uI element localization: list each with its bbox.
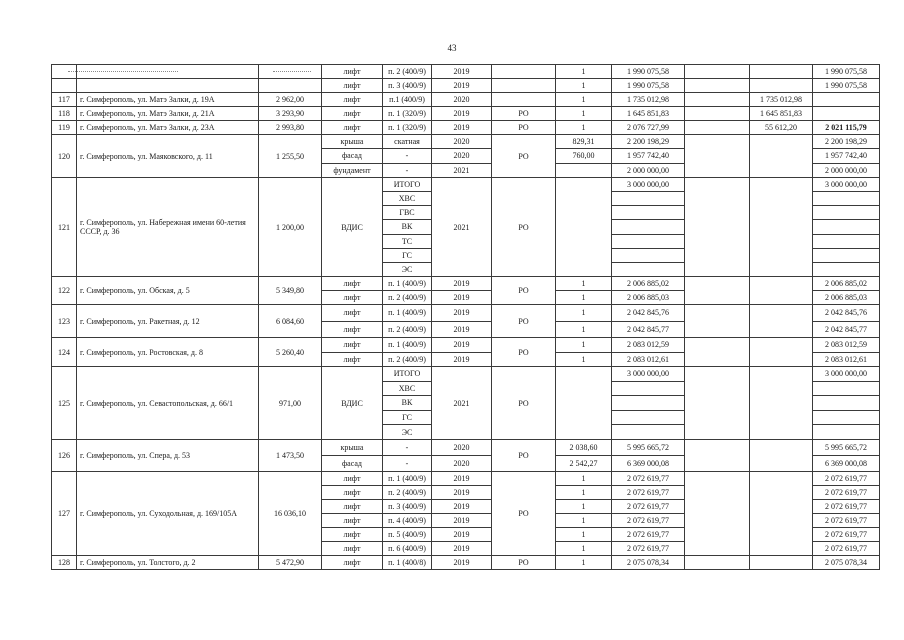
work-detail-cell: п. 6 (400/9) bbox=[382, 541, 432, 556]
total-cell bbox=[812, 262, 880, 277]
year-cell: 2019 bbox=[431, 304, 492, 322]
area-cell: 5 349,80 bbox=[258, 276, 322, 305]
area-cell: 2 993,80 bbox=[258, 120, 322, 135]
work-type-cell: фасад bbox=[321, 455, 383, 472]
year-cell: 2019 bbox=[431, 499, 492, 514]
total-cell bbox=[812, 248, 880, 263]
address-cell: г. Симферополь, ул. Толстого, д. 2 bbox=[76, 555, 259, 570]
work-detail-cell: п. 1 (400/9) bbox=[382, 337, 432, 353]
area-cell: 2 962,00 bbox=[258, 92, 322, 107]
cost-cell: 3 000 000,00 bbox=[611, 366, 685, 382]
col-10-cell bbox=[684, 337, 750, 367]
volume-cell: 2 542,27 bbox=[555, 455, 612, 472]
method-cell: РО bbox=[491, 304, 556, 338]
total-cell: 2 072 619,77 bbox=[812, 541, 880, 556]
col-11-cell: 1 735 012,98 bbox=[749, 92, 813, 107]
total-cell bbox=[812, 205, 880, 220]
volume-cell: 1 bbox=[555, 92, 612, 107]
cost-cell: 1 990 075,58 bbox=[611, 78, 685, 93]
row-number-cell bbox=[51, 78, 77, 93]
col-11-cell bbox=[749, 471, 813, 556]
volume-cell bbox=[555, 163, 612, 178]
address-cell: г. Симферополь, ул. Ракетная, д. 12 bbox=[76, 304, 259, 338]
cost-cell: 2 072 619,77 bbox=[611, 513, 685, 528]
work-type-cell: лифт bbox=[321, 513, 383, 528]
work-detail-cell: п. 2 (400/9) bbox=[382, 321, 432, 339]
col-11-cell bbox=[749, 134, 813, 178]
address-cell bbox=[76, 78, 259, 93]
col-10-cell bbox=[684, 78, 750, 93]
method-cell: РО bbox=[491, 471, 556, 556]
cost-cell: 2 042 845,77 bbox=[611, 321, 685, 339]
cost-cell: 2 006 885,03 bbox=[611, 290, 685, 305]
total-cell bbox=[812, 395, 880, 411]
volume-cell: 760,00 bbox=[555, 148, 612, 163]
row-number-cell: 123 bbox=[51, 304, 77, 338]
faded-text-scribble bbox=[273, 71, 311, 76]
row-number-cell: 117 bbox=[51, 92, 77, 107]
col-11-cell: 55 612,20 bbox=[749, 120, 813, 135]
col-11-cell bbox=[749, 555, 813, 570]
area-cell: 971,00 bbox=[258, 366, 322, 440]
work-type-cell: лифт bbox=[321, 106, 383, 121]
work-detail-cell: п. 2 (400/9) bbox=[382, 485, 432, 500]
faded-text-scribble bbox=[68, 71, 178, 76]
col-11-cell bbox=[749, 177, 813, 277]
area-cell: 16 036,10 bbox=[258, 471, 322, 556]
total-cell: 1 990 075,58 bbox=[812, 64, 880, 79]
year-cell: 2019 bbox=[431, 78, 492, 93]
work-detail-cell: ВК bbox=[382, 395, 432, 411]
work-detail-cell: ТС bbox=[382, 234, 432, 249]
address-cell: г. Симферополь, ул. Обская, д. 5 bbox=[76, 276, 259, 305]
work-detail-cell: п. 4 (400/9) bbox=[382, 513, 432, 528]
volume-cell: 1 bbox=[555, 304, 612, 322]
row-number-cell: 119 bbox=[51, 120, 77, 135]
cost-cell: 2 000 000,00 bbox=[611, 163, 685, 178]
work-type-cell: ВДИС bbox=[321, 177, 383, 277]
work-type-cell: лифт bbox=[321, 304, 383, 322]
total-cell: 2 072 619,77 bbox=[812, 499, 880, 514]
work-detail-cell: п. 1 (320/9) bbox=[382, 106, 432, 121]
method-cell bbox=[491, 92, 556, 107]
year-cell: 2020 bbox=[431, 148, 492, 163]
col-10-cell bbox=[684, 64, 750, 79]
year-cell: 2019 bbox=[431, 276, 492, 291]
work-type-cell: лифт bbox=[321, 352, 383, 368]
cost-cell: 1 645 851,83 bbox=[611, 106, 685, 121]
volume-cell: 1 bbox=[555, 337, 612, 353]
address-cell: г. Симферополь, ул. Маяковского, д. 11 bbox=[76, 134, 259, 178]
page-number: 43 bbox=[447, 43, 457, 53]
volume-cell: 2 038,60 bbox=[555, 439, 612, 456]
area-cell: 3 293,90 bbox=[258, 106, 322, 121]
work-detail-cell: скатная bbox=[382, 134, 432, 149]
col-11-cell bbox=[749, 78, 813, 93]
year-cell: 2019 bbox=[431, 471, 492, 486]
cost-cell: 2 072 619,77 bbox=[611, 485, 685, 500]
total-cell: 2 083 012,61 bbox=[812, 352, 880, 368]
volume-cell: 1 bbox=[555, 513, 612, 528]
volume-cell: 1 bbox=[555, 276, 612, 291]
year-cell: 2019 bbox=[431, 485, 492, 500]
volume-cell: 1 bbox=[555, 120, 612, 135]
work-detail-cell: п.1 (400/9) bbox=[382, 92, 432, 107]
area-cell: 5 472,90 bbox=[258, 555, 322, 570]
total-cell: 2 072 619,77 bbox=[812, 471, 880, 486]
cost-cell: 5 995 665,72 bbox=[611, 439, 685, 456]
cost-cell: 2 006 885,02 bbox=[611, 276, 685, 291]
work-type-cell: лифт bbox=[321, 276, 383, 291]
volume-cell: 1 bbox=[555, 290, 612, 305]
col-10-cell bbox=[684, 276, 750, 305]
row-number-cell: 122 bbox=[51, 276, 77, 305]
work-detail-cell: п. 1 (400/9) bbox=[382, 304, 432, 322]
year-cell: 2021 bbox=[431, 163, 492, 178]
volume-cell: 1 bbox=[555, 78, 612, 93]
cost-cell: 2 042 845,76 bbox=[611, 304, 685, 322]
method-cell: РО bbox=[491, 366, 556, 440]
work-type-cell: крыша bbox=[321, 439, 383, 456]
work-detail-cell: - bbox=[382, 148, 432, 163]
work-detail-cell: п. 3 (400/9) bbox=[382, 78, 432, 93]
cost-cell bbox=[611, 248, 685, 263]
cost-cell: 1 735 012,98 bbox=[611, 92, 685, 107]
cost-cell bbox=[611, 205, 685, 220]
col-10-cell bbox=[684, 471, 750, 556]
col-10-cell bbox=[684, 439, 750, 472]
cost-cell: 6 369 000,08 bbox=[611, 455, 685, 472]
work-detail-cell: п. 1 (320/9) bbox=[382, 120, 432, 135]
address-cell: г. Симферополь, ул. Матэ Залки, д. 21А bbox=[76, 106, 259, 121]
area-cell: 5 260,40 bbox=[258, 337, 322, 367]
work-detail-cell: ХВС bbox=[382, 191, 432, 206]
cost-cell bbox=[611, 381, 685, 397]
work-type-cell: лифт bbox=[321, 555, 383, 570]
col-10-cell bbox=[684, 106, 750, 121]
address-cell: г. Симферополь, ул. Ростовская, д. 8 bbox=[76, 337, 259, 367]
work-detail-cell: ГС bbox=[382, 410, 432, 426]
work-detail-cell: ЭС bbox=[382, 424, 432, 440]
volume-cell: 829,31 bbox=[555, 134, 612, 149]
volume-cell bbox=[555, 366, 612, 440]
total-cell: 2 000 000,00 bbox=[812, 163, 880, 178]
work-type-cell: лифт bbox=[321, 321, 383, 339]
address-cell: г. Симферополь, ул. Спера, д. 53 bbox=[76, 439, 259, 472]
work-detail-cell: - bbox=[382, 455, 432, 472]
work-type-cell: ВДИС bbox=[321, 366, 383, 440]
work-detail-cell: - bbox=[382, 163, 432, 178]
area-cell bbox=[258, 78, 322, 93]
col-10-cell bbox=[684, 120, 750, 135]
work-detail-cell: п. 2 (400/9) bbox=[382, 352, 432, 368]
method-cell: РО bbox=[491, 337, 556, 367]
work-detail-cell: п. 2 (400/9) bbox=[382, 64, 432, 79]
work-detail-cell: ВК bbox=[382, 219, 432, 234]
work-type-cell: фундамент bbox=[321, 163, 383, 178]
area-cell: 6 084,60 bbox=[258, 304, 322, 338]
row-number-cell: 118 bbox=[51, 106, 77, 121]
year-cell: 2021 bbox=[431, 177, 492, 277]
work-detail-cell: ГВС bbox=[382, 205, 432, 220]
work-type-cell: фасад bbox=[321, 148, 383, 163]
volume-cell: 1 bbox=[555, 471, 612, 486]
address-cell: г. Симферополь, ул. Матэ Залки, д. 19А bbox=[76, 92, 259, 107]
work-detail-cell: - bbox=[382, 439, 432, 456]
row-number-cell: 128 bbox=[51, 555, 77, 570]
total-cell: 1 957 742,40 bbox=[812, 148, 880, 163]
total-cell bbox=[812, 92, 880, 107]
cost-cell: 2 072 619,77 bbox=[611, 527, 685, 542]
row-number-cell: 120 bbox=[51, 134, 77, 178]
work-detail-cell: ГС bbox=[382, 248, 432, 263]
work-type-cell: лифт bbox=[321, 499, 383, 514]
volume-cell: 1 bbox=[555, 499, 612, 514]
work-detail-cell: п. 1 (400/9) bbox=[382, 276, 432, 291]
total-cell bbox=[812, 106, 880, 121]
work-detail-cell: ЭС bbox=[382, 262, 432, 277]
year-cell: 2021 bbox=[431, 366, 492, 440]
cost-cell: 1 990 075,58 bbox=[611, 64, 685, 79]
col-11-cell bbox=[749, 337, 813, 367]
volume-cell: 1 bbox=[555, 485, 612, 500]
work-type-cell: лифт bbox=[321, 471, 383, 486]
col-11-cell: 1 645 851,83 bbox=[749, 106, 813, 121]
volume-cell: 1 bbox=[555, 541, 612, 556]
area-cell: 1 200,00 bbox=[258, 177, 322, 277]
total-cell: 2 042 845,76 bbox=[812, 304, 880, 322]
year-cell: 2019 bbox=[431, 527, 492, 542]
work-type-cell: лифт bbox=[321, 64, 383, 79]
work-detail-cell: п. 3 (400/9) bbox=[382, 499, 432, 514]
col-11-cell bbox=[749, 64, 813, 79]
work-type-cell: лифт bbox=[321, 290, 383, 305]
cost-cell: 2 072 619,77 bbox=[611, 499, 685, 514]
total-cell: 2 021 115,79 bbox=[812, 120, 880, 135]
year-cell: 2019 bbox=[431, 120, 492, 135]
total-cell: 2 072 619,77 bbox=[812, 527, 880, 542]
cost-cell bbox=[611, 234, 685, 249]
total-cell bbox=[812, 381, 880, 397]
method-cell: РО bbox=[491, 555, 556, 570]
volume-cell: 1 bbox=[555, 555, 612, 570]
work-type-cell: лифт bbox=[321, 337, 383, 353]
total-cell: 2 006 885,03 bbox=[812, 290, 880, 305]
col-10-cell bbox=[684, 366, 750, 440]
year-cell: 2019 bbox=[431, 321, 492, 339]
col-10-cell bbox=[684, 92, 750, 107]
method-cell: РО bbox=[491, 106, 556, 121]
row-number-cell: 124 bbox=[51, 337, 77, 367]
col-11-cell bbox=[749, 439, 813, 472]
year-cell: 2020 bbox=[431, 92, 492, 107]
volume-cell: 1 bbox=[555, 527, 612, 542]
year-cell: 2020 bbox=[431, 455, 492, 472]
year-cell: 2019 bbox=[431, 64, 492, 79]
col-10-cell bbox=[684, 555, 750, 570]
col-10-cell bbox=[684, 134, 750, 178]
row-number-cell: 125 bbox=[51, 366, 77, 440]
work-type-cell: крыша bbox=[321, 134, 383, 149]
year-cell: 2019 bbox=[431, 106, 492, 121]
cost-cell: 2 076 727,99 bbox=[611, 120, 685, 135]
cost-cell bbox=[611, 219, 685, 234]
col-11-cell bbox=[749, 304, 813, 338]
year-cell: 2020 bbox=[431, 134, 492, 149]
year-cell: 2019 bbox=[431, 290, 492, 305]
total-cell bbox=[812, 410, 880, 426]
work-detail-cell: п. 2 (400/9) bbox=[382, 290, 432, 305]
cost-cell: 1 957 742,40 bbox=[611, 148, 685, 163]
cost-cell bbox=[611, 395, 685, 411]
work-type-cell: лифт bbox=[321, 527, 383, 542]
total-cell bbox=[812, 219, 880, 234]
method-cell: РО bbox=[491, 134, 556, 178]
volume-cell bbox=[555, 177, 612, 277]
work-detail-cell: п. 1 (400/9) bbox=[382, 471, 432, 486]
total-cell: 6 369 000,08 bbox=[812, 455, 880, 472]
row-number-cell: 127 bbox=[51, 471, 77, 556]
area-cell: 1 473,50 bbox=[258, 439, 322, 472]
col-11-cell bbox=[749, 366, 813, 440]
volume-cell: 1 bbox=[555, 64, 612, 79]
area-cell: 1 255,50 bbox=[258, 134, 322, 178]
row-number-cell: 121 bbox=[51, 177, 77, 277]
year-cell: 2020 bbox=[431, 439, 492, 456]
year-cell: 2019 bbox=[431, 555, 492, 570]
col-10-cell bbox=[684, 177, 750, 277]
col-11-cell bbox=[749, 276, 813, 305]
total-cell: 5 995 665,72 bbox=[812, 439, 880, 456]
total-cell bbox=[812, 424, 880, 440]
cost-cell bbox=[611, 424, 685, 440]
total-cell: 3 000 000,00 bbox=[812, 366, 880, 382]
cost-cell bbox=[611, 262, 685, 277]
volume-cell: 1 bbox=[555, 106, 612, 121]
method-cell bbox=[491, 78, 556, 93]
row-number-cell: 126 bbox=[51, 439, 77, 472]
address-cell: г. Симферополь, ул. Набережная имени 60-летия СССР, д. 36 bbox=[76, 177, 259, 277]
work-type-cell: лифт bbox=[321, 92, 383, 107]
method-cell: РО bbox=[491, 439, 556, 472]
work-detail-cell: ХВС bbox=[382, 381, 432, 397]
cost-cell: 2 083 012,61 bbox=[611, 352, 685, 368]
year-cell: 2019 bbox=[431, 352, 492, 368]
year-cell: 2019 bbox=[431, 337, 492, 353]
total-cell: 1 990 075,58 bbox=[812, 78, 880, 93]
address-cell: г. Симферополь, ул. Матэ Залки, д. 23А bbox=[76, 120, 259, 135]
year-cell: 2019 bbox=[431, 513, 492, 528]
method-cell: РО bbox=[491, 276, 556, 305]
work-detail-cell: п. 1 (400/8) bbox=[382, 555, 432, 570]
method-cell: РО bbox=[491, 177, 556, 277]
year-cell: 2019 bbox=[431, 541, 492, 556]
total-cell: 3 000 000,00 bbox=[812, 177, 880, 192]
work-detail-cell: п. 5 (400/9) bbox=[382, 527, 432, 542]
total-cell: 2 006 885,02 bbox=[812, 276, 880, 291]
total-cell: 2 072 619,77 bbox=[812, 513, 880, 528]
work-detail-cell: ИТОГО bbox=[382, 366, 432, 382]
method-cell: РО bbox=[491, 120, 556, 135]
col-10-cell bbox=[684, 304, 750, 338]
total-cell: 2 075 078,34 bbox=[812, 555, 880, 570]
total-cell: 2 042 845,77 bbox=[812, 321, 880, 339]
cost-cell bbox=[611, 410, 685, 426]
total-cell: 2 200 198,29 bbox=[812, 134, 880, 149]
work-detail-cell: ИТОГО bbox=[382, 177, 432, 192]
work-type-cell: лифт bbox=[321, 541, 383, 556]
cost-cell: 2 072 619,77 bbox=[611, 471, 685, 486]
work-type-cell: лифт bbox=[321, 485, 383, 500]
method-cell bbox=[491, 64, 556, 79]
cost-cell: 2 083 012,59 bbox=[611, 337, 685, 353]
total-cell: 2 072 619,77 bbox=[812, 485, 880, 500]
cost-cell bbox=[611, 191, 685, 206]
cost-cell: 2 200 198,29 bbox=[611, 134, 685, 149]
work-type-cell: лифт bbox=[321, 78, 383, 93]
volume-cell: 1 bbox=[555, 321, 612, 339]
cost-cell: 2 075 078,34 bbox=[611, 555, 685, 570]
total-cell bbox=[812, 191, 880, 206]
cost-cell: 2 072 619,77 bbox=[611, 541, 685, 556]
work-type-cell: лифт bbox=[321, 120, 383, 135]
address-cell: г. Симферополь, ул. Севастопольская, д. 66/1 bbox=[76, 366, 259, 440]
cost-cell: 3 000 000,00 bbox=[611, 177, 685, 192]
total-cell bbox=[812, 234, 880, 249]
address-cell: г. Симферополь, ул. Суходольная, д. 169/105А bbox=[76, 471, 259, 556]
volume-cell: 1 bbox=[555, 352, 612, 368]
total-cell: 2 083 012,59 bbox=[812, 337, 880, 353]
